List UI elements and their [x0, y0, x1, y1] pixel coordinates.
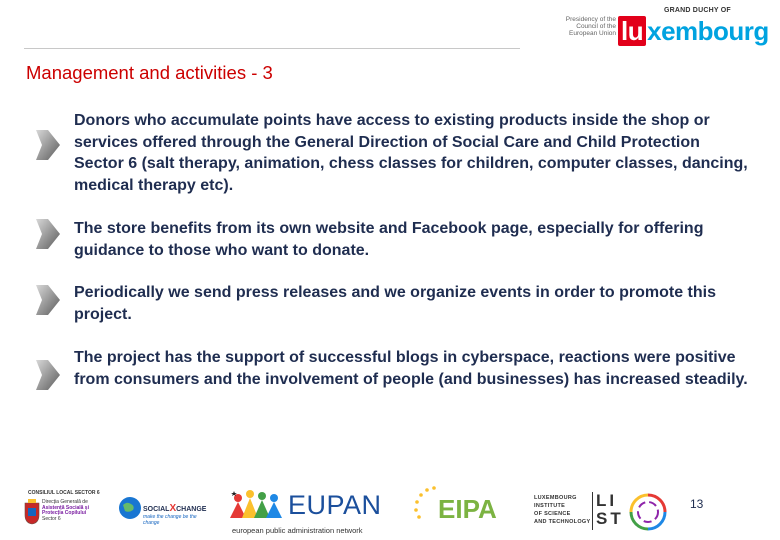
list-circle-mark-icon	[628, 492, 668, 532]
social-change-wordmark	[143, 503, 206, 514]
list-line: LUXEMBOURG	[534, 495, 577, 501]
arrow-bullet-icon	[34, 358, 62, 392]
eupan-wordmark: EUPAN	[288, 490, 382, 520]
arrow-bullet-icon	[34, 217, 62, 251]
bullet-text-4: The project has the support of successful blogs in cyberspace, reactions were positive from consumers and the involvement of people (and businesses) has increased steadily.	[74, 349, 748, 388]
list-divider	[592, 492, 593, 530]
eipa-wordmark: EIPA	[438, 494, 497, 524]
x-mark: X	[169, 503, 177, 514]
list-mark-bottom: ST	[596, 509, 624, 528]
xembourg-text: xembourg	[647, 16, 769, 46]
grand-duchy-text: GRAND DUCHY OF	[664, 7, 731, 14]
dgaspc-line: Direcția Generală de	[42, 499, 88, 505]
list-institute-text	[534, 494, 590, 526]
lu-mark: lu	[618, 16, 646, 46]
dgaspc-text	[42, 500, 89, 522]
eupan-subtitle: european public administration network	[232, 526, 363, 535]
eupan-logo	[230, 486, 382, 538]
change-text: CHANGE	[176, 506, 207, 513]
slide-title: Management and activities - 3	[26, 62, 273, 83]
eipa-logo	[412, 484, 502, 528]
list-line: AND TECHNOLOGY	[534, 519, 591, 525]
arrow-bullet-icon	[34, 128, 62, 162]
social-change-logo	[118, 494, 207, 528]
arrow-bullet-icon	[34, 283, 62, 317]
page-number: 13	[690, 497, 704, 511]
people-figures-icon	[230, 488, 286, 522]
list-mark-top: LI	[596, 491, 618, 510]
globe-icon	[118, 496, 142, 520]
luxembourg-wordmark	[618, 16, 769, 46]
list-mark	[596, 492, 624, 528]
bullet-text-1: Donors who accumulate points have access to existing products inside the shop or services offered through the General Direction of Social Care and Child Protection Sector 6 (salt therapy, animation, chess classes for children, computer classes, dancing, medical therapy etc).	[74, 112, 748, 194]
consiliul-text: CONSILIUL LOCAL SECTOR 6	[28, 490, 100, 496]
luxembourg-presidency-logo	[548, 6, 776, 50]
dgaspc-line: Protecția Copilului	[42, 510, 87, 516]
coat-of-arms-icon	[24, 499, 40, 525]
social-change-tagline: make the change be the change	[143, 514, 197, 526]
bullet-text-2: The store benefits from its own website and Facebook page, especially for offering guidance to those who want to donate.	[74, 220, 704, 259]
dgaspc-line: Sector 6	[42, 515, 61, 522]
bullet-text-3: Periodically we send press releases and we organize events in order to promote this project.	[74, 284, 716, 323]
presidency-text: Presidency of the Council of the European Union	[565, 16, 616, 37]
list-line: OF SCIENCE	[534, 511, 571, 517]
list-line: INSTITUTE	[534, 503, 566, 509]
header-divider	[24, 48, 520, 49]
list-logo	[534, 492, 674, 532]
sector6-logo	[22, 491, 114, 537]
dgaspc-line: Asistență Socială și	[42, 504, 89, 511]
social-text: SOCIAL	[143, 506, 170, 513]
